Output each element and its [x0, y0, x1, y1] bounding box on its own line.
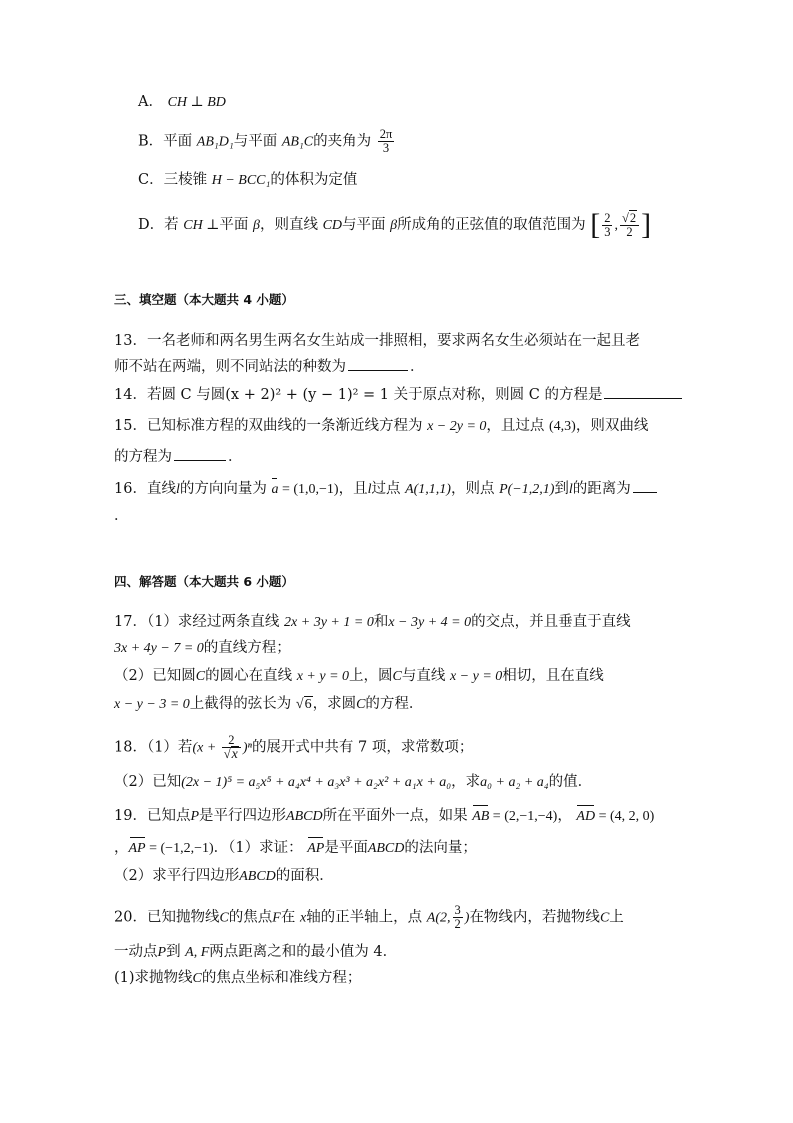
q13-line1: 13．一名老师和两名男生两名女生站成一排照相，要求两名女生必须站在一起且老	[114, 333, 640, 349]
q16-line-l: l	[175, 482, 180, 497]
q16-text: 16．直线	[114, 481, 176, 497]
option-d-expr: CH ⊥	[183, 218, 220, 233]
q20-points-af: A, F	[185, 945, 210, 960]
range-comma: ,	[614, 218, 618, 233]
option-b	[138, 128, 396, 155]
q16-text4: 过点	[371, 481, 401, 497]
q20-text9: 两点距离之和的最小值为 4．	[209, 944, 398, 960]
q16-text2: 的方向向量为	[179, 481, 267, 497]
option-b-label: B．	[138, 133, 164, 150]
option-a-label: A．	[138, 94, 163, 110]
range-upper-den: 2	[626, 224, 633, 239]
option-c-label: C．	[138, 172, 164, 188]
option-d-beta2: β	[390, 218, 398, 233]
q18-power: )ⁿ	[242, 740, 252, 756]
q17-text: 17．（1）求经过两条直线	[114, 614, 280, 630]
q17-text5: （2）已知圆	[114, 668, 196, 684]
q19-line2	[114, 838, 477, 859]
q17-eq5: x − y = 0	[449, 669, 503, 684]
q19-vector-ad: AD	[576, 807, 595, 827]
q19-text3: 所在平面外一点，如果	[322, 808, 468, 824]
q19-text4: ，	[114, 840, 129, 856]
q20-point-p: P	[157, 945, 167, 960]
q16-vector-value: = (1,0,−1)	[278, 482, 339, 497]
q19-text7: 的法向量；	[404, 840, 477, 856]
q14-answer-blank	[604, 384, 682, 399]
option-b-denominator: 3	[382, 141, 390, 155]
left-bracket: [	[590, 208, 601, 241]
q19-text9: 的面积．	[275, 868, 334, 884]
q17-line2	[114, 638, 291, 659]
q17-text2: 和	[373, 614, 389, 630]
option-b-numerator: 2π	[379, 127, 393, 141]
option-b-plane1: AB₁D₁	[196, 134, 234, 150]
q17-text7: 上，圆	[349, 668, 393, 684]
q20-text3: 在	[280, 909, 296, 926]
q20-x-axis: x	[299, 910, 307, 926]
q13-answer-blank	[348, 356, 408, 371]
q20-fraction	[453, 904, 463, 931]
q20-parabola-c3: C	[192, 971, 202, 986]
q19-ap-value: = (−1,2,−1)	[145, 841, 214, 856]
q17-eq2: x − 3y + 4 = 0	[388, 615, 472, 630]
q17-text3: 的交点，并且垂直于直线	[471, 614, 631, 630]
option-b-text3: 的夹角为	[313, 133, 372, 150]
range-upper-radicand: 2	[629, 210, 637, 225]
q17-text4: 的直线方程；	[203, 640, 291, 656]
q18-text2: 的展开式中共有 7 项，求常数项；	[251, 739, 474, 756]
option-c	[138, 170, 357, 191]
q17-circle-c3: C	[356, 697, 366, 712]
q19-ab-value: = (2,−1,−4)	[489, 809, 558, 824]
q18-text: 18．（1）若	[114, 739, 193, 756]
q15-line2	[114, 446, 243, 467]
q18-line2	[114, 772, 592, 793]
option-c-text: 三棱锥	[163, 172, 208, 188]
q14	[114, 384, 684, 405]
q20-text6: 上	[609, 909, 624, 926]
range-lower-fraction	[602, 212, 612, 239]
q20-line3	[114, 968, 361, 989]
q20-point-a: A(2,	[426, 910, 451, 926]
q16-vector-a: a	[271, 480, 278, 500]
q17-line1	[114, 612, 631, 633]
q19-sep: ，	[557, 808, 572, 824]
q15-asymptote: x − 2y = 0	[427, 419, 487, 434]
q16-line2: ．	[114, 508, 129, 524]
q19-abcd3: ABCD	[239, 869, 276, 884]
q18-line1	[114, 734, 473, 761]
section-4-heading: 四、解答题（本大题共 6 小题）	[114, 574, 294, 589]
q20-parabola-c2: C	[599, 910, 610, 926]
q16-text3: ，且	[338, 481, 368, 497]
option-b-text2: 与平面	[233, 133, 278, 150]
q13-end: ．	[410, 359, 425, 375]
q19-vector-ab: AB	[472, 807, 489, 827]
q20-text10: (1)求抛物线	[114, 970, 193, 986]
q16-line-l3: l	[568, 482, 573, 497]
q17-text12: 的方程．	[365, 696, 424, 712]
option-c-expr: H − BCC₁	[211, 173, 271, 188]
q19-text8: （2）求平行四边形	[114, 868, 240, 884]
q17-eq4: x + y = 0	[296, 669, 350, 684]
q16-text5: ，则点	[450, 481, 495, 497]
q16-answer-blank	[633, 478, 657, 493]
q19-text: 19．已知点	[114, 808, 191, 824]
q19-point-p: P	[190, 809, 200, 824]
option-d-beta: β	[252, 218, 260, 233]
q17-line3	[114, 666, 604, 687]
q13-line2	[114, 356, 425, 377]
q14-text: 14．若圆 C 与圆(x + 2)² + (y − 1)² = 1 关于原点对称，则圆 C 的方程是	[114, 387, 603, 403]
q18-frac-num: 2	[222, 734, 241, 748]
q16-point-p: P(−1,2,1)	[499, 482, 555, 497]
q20-text4: 轴的正半轴上，点	[306, 909, 423, 926]
q17-eq3: 3x + 4y − 7 = 0	[114, 641, 204, 656]
q17-circle-c: C	[195, 669, 206, 684]
q15-text2: ，且过点	[486, 418, 545, 434]
option-d-text5: 所成角的正弦值的取值范围为	[397, 217, 586, 233]
q16-point-a: A(1,1,1)	[405, 482, 451, 497]
q18-fraction	[222, 734, 241, 761]
option-d-text3: ，则直线	[259, 217, 318, 233]
q15-line1	[114, 416, 648, 437]
q19-ad-value: = (4, 2, 0)	[595, 809, 655, 824]
q20-paren: )	[464, 910, 470, 926]
q17-text10: 上截得的弦长为	[189, 696, 292, 712]
q19-vector-ap: AP	[129, 839, 146, 859]
q15-answer-blank	[174, 446, 226, 461]
q20-line2	[114, 942, 397, 963]
q17-text8: 与直线	[401, 668, 446, 684]
q18-text3: （2）已知	[114, 774, 182, 790]
q20-line1	[114, 904, 624, 931]
q20-text11: 的焦点坐标和准线方程；	[201, 970, 362, 986]
range-upper-num: √2	[620, 212, 639, 226]
option-b-fraction	[378, 128, 395, 155]
q15-text3: ，则双曲线	[575, 418, 649, 434]
q15-text: 15．已知标准方程的双曲线的一条渐近线方程为	[114, 418, 423, 434]
q20-text2: 的焦点	[228, 909, 273, 926]
q13-text: 师不站在两端，则不同站法的种数为	[114, 359, 346, 375]
q20-text5: 在物线内，若抛物线	[469, 909, 600, 926]
q18-frac-radicand: x	[231, 747, 238, 762]
q17-text9: 相切，且在直线	[502, 668, 604, 684]
q18-text5: 的值．	[548, 774, 593, 790]
option-d-label: D．	[138, 217, 165, 233]
q17-eq1: 2x + 3y + 1 = 0	[284, 615, 374, 630]
q19-abcd: ABCD	[286, 809, 323, 824]
option-c-text2: 的体积为定值	[270, 172, 358, 188]
q19-text2: 是平行四边形	[199, 808, 287, 824]
q18-text4: ，求	[451, 774, 481, 790]
option-d-text2: 平面	[219, 217, 249, 233]
q20-focus-f: F	[272, 910, 281, 926]
q18-expr: (x +	[192, 740, 220, 756]
option-d-text: 若	[164, 217, 179, 233]
right-bracket: ]	[641, 208, 652, 241]
section-3-heading: 三、填空题（本大题共 4 小题）	[114, 292, 294, 307]
q20-text7: 一动点	[114, 944, 158, 960]
q19-text6: 是平面	[324, 840, 368, 856]
q19-line3	[114, 866, 334, 887]
q17-circle-c2: C	[392, 669, 402, 684]
range-lower-den: 3	[604, 224, 611, 239]
q17-text6: 的圆心在直线	[205, 668, 293, 684]
sqrt-six: √6	[295, 697, 312, 712]
range-lower-num: 2	[604, 210, 611, 225]
q18-frac-den: √x	[223, 747, 238, 762]
q17-line4	[114, 694, 423, 715]
q20-frac-num: 3	[454, 903, 461, 917]
sqrt-six-radicand: 6	[304, 697, 312, 712]
q20-parabola-c: C	[219, 910, 229, 926]
q15-point: (4,3)	[549, 419, 576, 434]
q16-line1	[114, 478, 659, 500]
q19-vector-ap2: AP	[307, 839, 324, 859]
q18-expansion: (2x − 1)⁵ = a₅x⁵ + a₄x⁴ + a₃x³ + a₂x² + a₁x + a₀	[181, 775, 452, 790]
q16-text6: 到	[554, 481, 569, 497]
q18-sum: a₀ + a₂ + a₄	[480, 775, 549, 790]
q19-text5: ．（1）求证：	[213, 840, 303, 856]
q20-text8: 到	[166, 944, 181, 960]
q17-text11: ，求圆	[312, 696, 357, 712]
option-d-line: CD	[322, 218, 343, 233]
option-d	[138, 210, 651, 240]
option-a	[138, 92, 226, 113]
q19-abcd2: ABCD	[367, 841, 405, 856]
option-d-text4: 与平面	[342, 217, 386, 233]
option-b-plane2: AB₁C	[281, 134, 314, 150]
q16-line-l2: l	[367, 482, 372, 497]
range-upper-fraction	[620, 212, 639, 239]
option-a-expr: CH ⊥ BD	[167, 95, 226, 110]
q20-text: 20．已知抛物线	[114, 909, 220, 926]
option-b-text: 平面	[163, 133, 193, 150]
q17-eq6: x − y − 3 = 0	[114, 697, 190, 712]
q19-line1	[114, 806, 654, 827]
q15-text4: 的方程为	[114, 449, 172, 465]
q15-end: ．	[228, 449, 243, 465]
q16-text7: 的距离为	[572, 481, 631, 497]
q20-frac-den: 2	[454, 917, 461, 931]
